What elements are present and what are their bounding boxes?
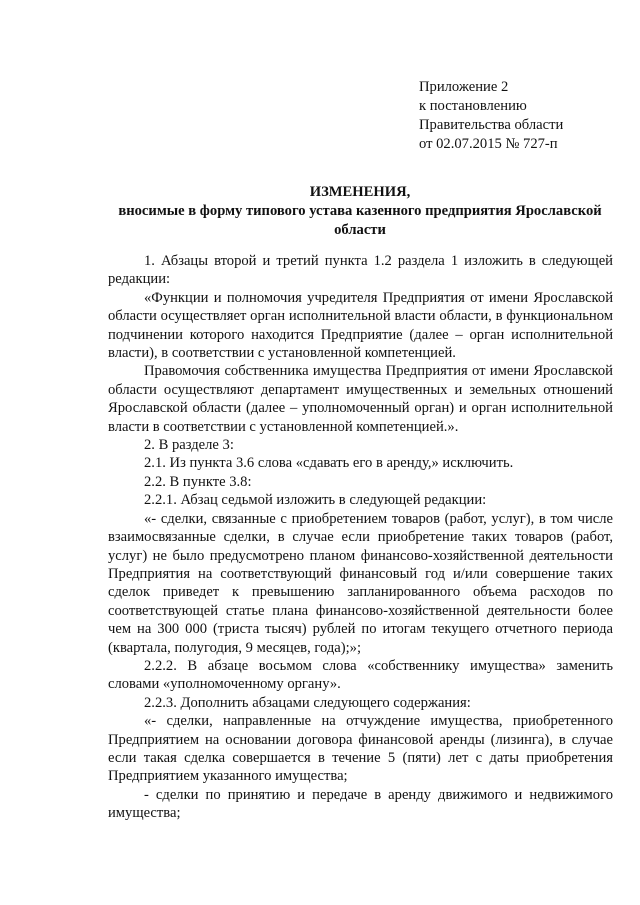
paragraph-5: 2.1. Из пункта 3.6 слова «сдавать его в аренду,» исключить.	[144, 455, 514, 472]
paragraph-9: 2.2.2. В абзаце восьмом слова «собственнику имущества» заменить словами «уполномоченному органу».	[108, 657, 613, 693]
paragraph-7: 2.2.1. Абзац седьмой изложить в следующей редакции:	[144, 492, 487, 509]
paragraph-4: 2. В разделе 3:	[144, 437, 234, 454]
paragraph-8: «- сделки, связанные с приобретением товаров (работ, услуг), в том числе взаимосвязанные сделки, в случае если приобретение таких товаров (работ, услуг) не было предусмотрено планом финансово-хозяйственной деятельности Предприятия на соответствующий финансовый год и/или совершение таких сделок приведет к превышению запланированного объема расходов по соответствующей статье плана финансово-хозяйственной деятельности более чем на 300 000 (триста тысяч) рублей по итогам текущего отчетного периода (квартала, полугодия, 9 месяцев, года);»;	[108, 510, 613, 656]
paragraph-1: 1. Абзацы второй и третий пункта 1.2 раздела 1 изложить в следующей редакции:	[108, 253, 613, 288]
document-body	[108, 252, 613, 823]
paragraph-6: 2.2. В пункте 3.8:	[144, 473, 252, 490]
appendix-number: Приложение 2	[419, 79, 509, 95]
paragraph-2: «Функции и полномочия учредителя Предприятия от имени Ярославской области осуществляет орган исполнительной власти области, в функциональном подчинении которого находится Предприятие (далее – орган исполнительной власти), в соответствии с установленной компетенцией.	[108, 289, 613, 362]
title-heading: ИЗМЕНЕНИЯ,	[309, 184, 411, 200]
paragraph-12: - сделки по принятию и передаче в аренду движимого и недвижимого имущества;	[108, 786, 613, 822]
appendix-header	[419, 78, 619, 154]
document-title	[100, 183, 620, 240]
title-subheading: вносимые в форму типового устава казенного предприятия Ярославской области	[118, 203, 602, 238]
appendix-resolution-label: к постановлению	[419, 98, 527, 114]
paragraph-10: 2.2.3. Дополнить абзацами следующего содержания:	[144, 694, 471, 711]
paragraph-11: «- сделки, направленные на отчуждение имущества, приобретенного Предприятием на основании договора финансовой аренды (лизинга), в случае если такая сделка совершается в течение 5 (пяти) лет с даты приобретения Предприятием указанного имущества;	[108, 713, 613, 785]
appendix-government-label: Правительства области	[419, 117, 564, 133]
appendix-date-number: от 02.07.2015 № 727-п	[419, 136, 558, 152]
paragraph-3: Правомочия собственника имущества Предприятия от имени Ярославской области осуществляют департамент имущественных и земельных отношений Ярославской области (далее – уполномоченный орган) и орган исполнительной власти в соответствии с установленной компетенцией.».	[108, 363, 613, 435]
